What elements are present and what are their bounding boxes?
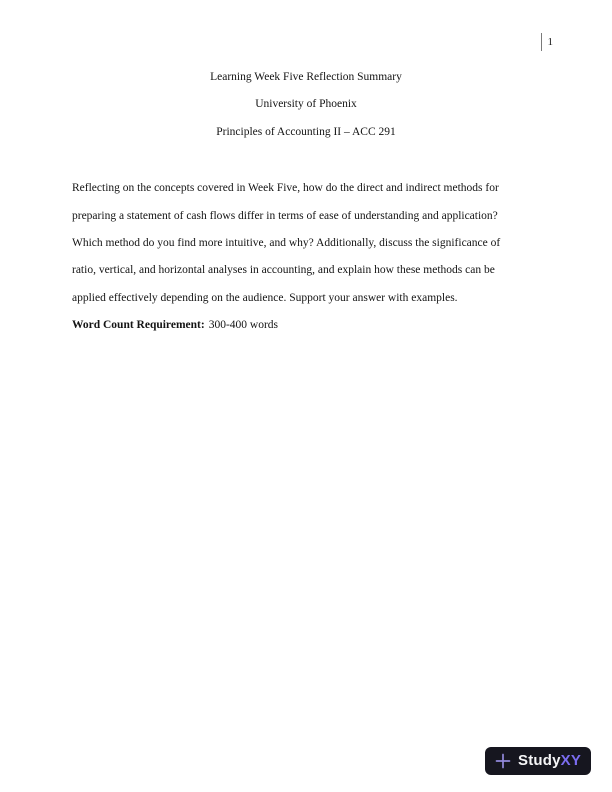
word-count-value: 300-400 words xyxy=(208,319,279,332)
body-line: applied effectively depending on the audience. Support your answer with examples. xyxy=(72,291,458,304)
document-title: Learning Week Five Reflection Summary xyxy=(210,71,402,83)
studyxy-logo-badge xyxy=(485,747,591,775)
page-number: 1 xyxy=(547,36,553,48)
word-count-requirement xyxy=(72,312,552,339)
title-block xyxy=(0,0,612,146)
course-name: Principles of Accounting II – ACC 291 xyxy=(216,125,396,138)
word-count-label: Word Count Requirement: xyxy=(72,319,205,332)
logo-wordmark xyxy=(518,747,581,775)
body-paragraph xyxy=(0,175,612,339)
body-line: Reflecting on the concepts covered in Week Five, how do the direct and indirect methods for xyxy=(72,182,499,195)
body-line: ratio, vertical, and horizontal analyses in accounting, and explain how these methods can be xyxy=(72,264,495,277)
body-line: preparing a statement of cash flows differ in terms of ease of understanding and application? xyxy=(72,209,498,222)
page-number-divider xyxy=(541,33,542,51)
institution-name: University of Phoenix xyxy=(255,98,357,111)
logo-text-accent: XY xyxy=(560,752,582,769)
page-number-header xyxy=(541,33,554,51)
plus-icon xyxy=(495,753,511,769)
body-line: Which method do you find more intuitive, and why? Additionally, discuss the significance of xyxy=(72,237,501,250)
logo-text-primary: Study xyxy=(518,752,561,769)
